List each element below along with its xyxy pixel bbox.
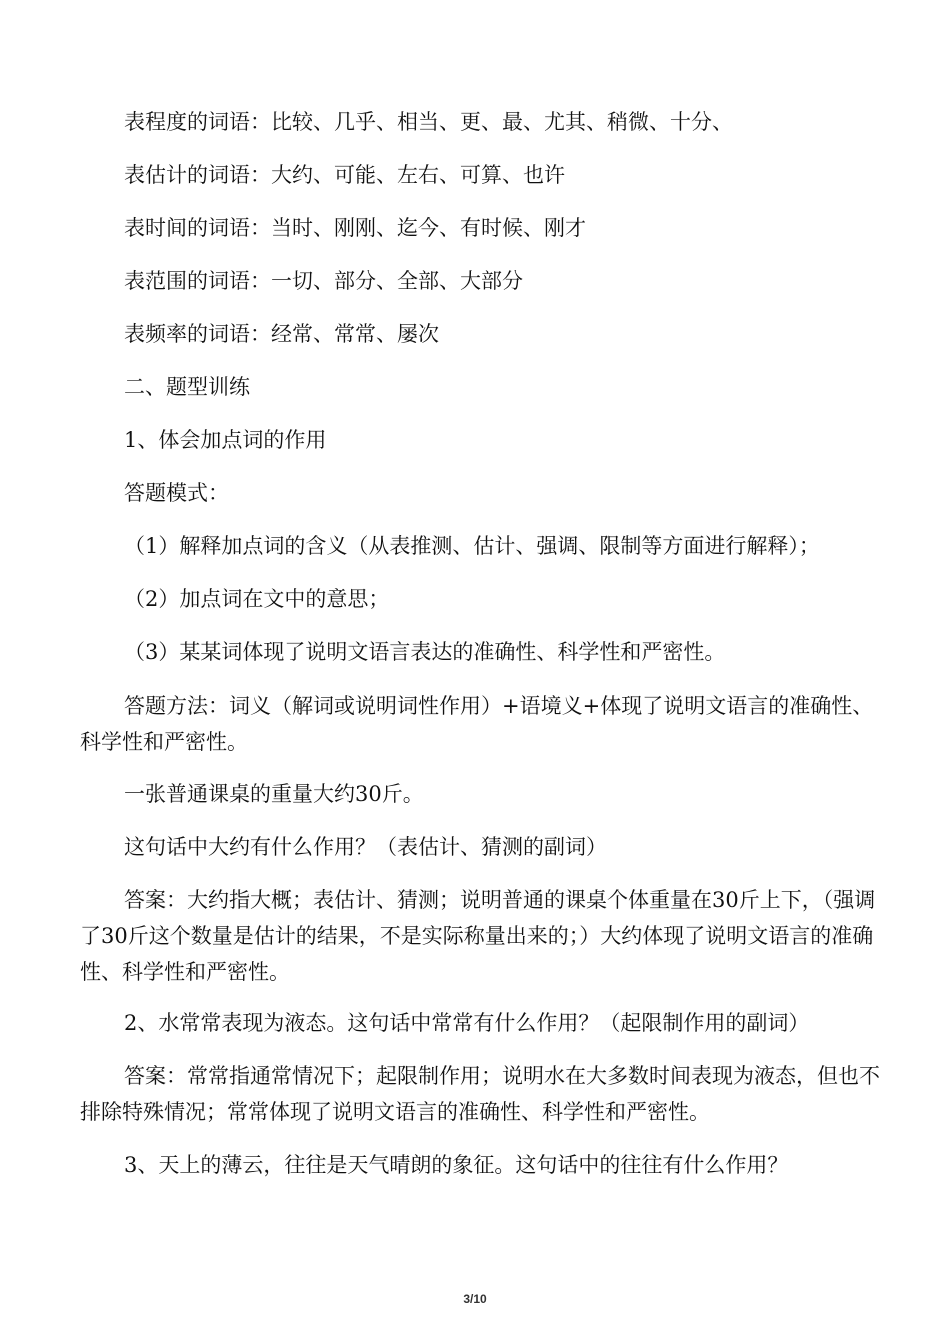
paragraph-scope-words: 表范围的词语：一切、部分、全部、大部分 [124,269,523,293]
answer-pattern-label: 答题模式： [124,481,229,505]
pattern-step-3: （3）某某词体现了说明文语言表达的准确性、科学性和严密性。 [124,640,726,664]
section-heading: 二、题型训练 [124,375,250,399]
example-question-1: 这句话中大约有什么作用？（表估计、猜测的副词） [124,835,607,859]
question-2: 2、水常常表现为液态。这句话中常常有什么作用？（起限制作用的副词） [124,1011,810,1035]
answer-2: 答案：常常指通常情况下；起限制作用；说明水在大多数时间表现为液态，但也不排除特殊情况；常常体现了说明文语言的准确性、科学性和严密性。 [80,1064,880,1124]
question-heading-1: 1、体会加点词的作用 [124,428,327,452]
answer-1: 答案：大约指大概；表估计、猜测；说明普通的课桌个体重量在30斤上下，（强调了30斤这个数量是估计的结果，不是实际称量出来的；）大约体现了说明文语言的准确性、科学性和严密性。 [80,888,876,984]
pattern-step-2: （2）加点词在文中的意思； [124,587,390,611]
paragraph-time-words: 表时间的词语：当时、刚刚、迄今、有时候、刚才 [124,216,586,240]
paragraph-estimate-words: 表估计的词语：大约、可能、左右、可算、也许 [124,163,565,187]
page-number: 3/10 [463,1292,487,1306]
answer-method: 答题方法：词义（解词或说明词性作用）+语境义+体现了说明文语言的准确性、科学性和严密性。 [80,694,874,754]
question-3: 3、天上的薄云，往往是天气晴朗的象征。这句话中的往往有什么作用？ [124,1153,789,1177]
paragraph-degree-words: 表程度的词语：比较、几乎、相当、更、最、尤其、稍微、十分、 [124,110,733,134]
pattern-step-1: （1）解释加点词的含义（从表推测、估计、强调、限制等方面进行解释）； [124,534,820,558]
paragraph-frequency-words: 表频率的词语：经常、常常、屡次 [124,322,439,346]
example-sentence-1: 一张普通课桌的重量大约30斤。 [124,782,424,806]
